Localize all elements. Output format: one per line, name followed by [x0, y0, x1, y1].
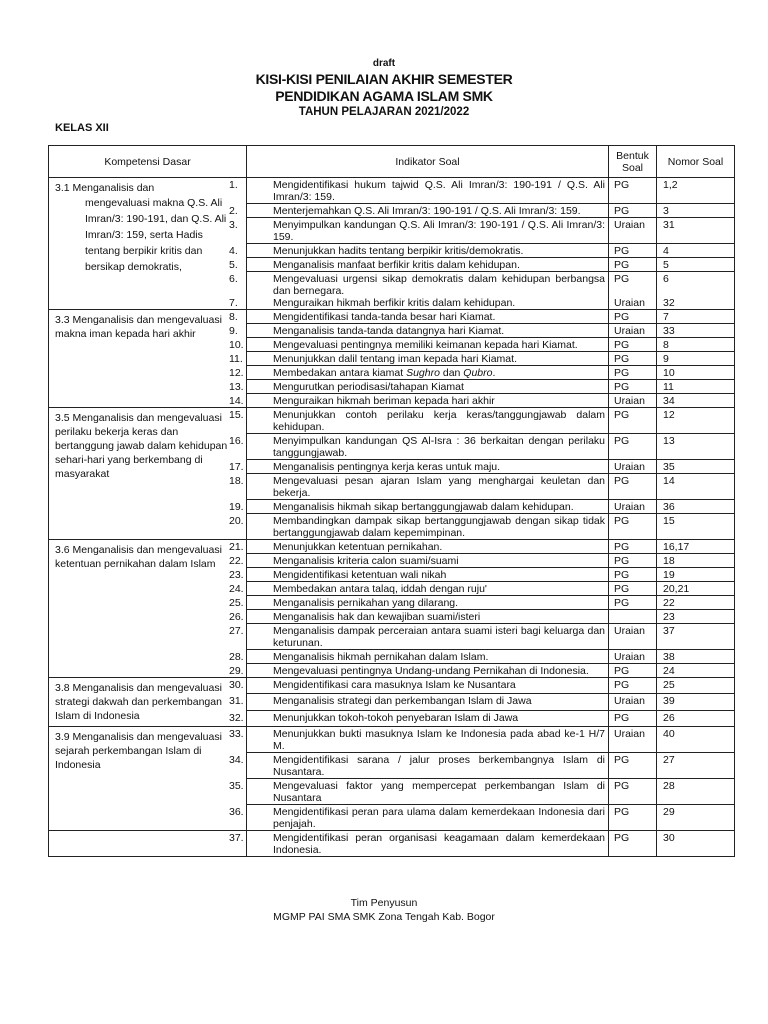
question-number: 40 — [663, 728, 675, 740]
question-number: 19 — [663, 569, 675, 581]
question-type: Uraian — [614, 651, 645, 663]
indicator-number: 27. — [229, 625, 244, 637]
question-number-cell — [657, 272, 735, 310]
competency-text-first: 3.1 Menganalisis dan — [55, 182, 155, 194]
indicator-text: Mengevaluasi urgensi sikap demokratis dalam kehidupan berbangsa dan bernegara. — [273, 273, 605, 297]
table-row — [49, 678, 735, 694]
indicator-cell — [229, 258, 609, 272]
question-type: PG — [614, 515, 630, 527]
question-number-cell — [657, 650, 735, 664]
indicator-text: Menganalisis hikmah pernikahan dalam Islam. — [273, 651, 489, 663]
question-type-cell — [609, 434, 657, 460]
indicator-cell — [229, 727, 609, 753]
question-type: Uraian — [614, 325, 645, 337]
question-number: 13 — [663, 435, 675, 447]
question-number-cell — [657, 727, 735, 753]
table-row — [49, 310, 735, 324]
indicator-text: Mengidentifikasi sarana / jalur proses berkembangnya Islam di Nusantara. — [273, 754, 605, 778]
question-number: 33 — [663, 325, 675, 337]
indicator-text: Menyimpulkan kandungan Q.S. Ali Imran/3: 190-191 / Q.S. Ali Imran/3: 159. — [273, 219, 605, 243]
indicator-text: Menunjukkan tokoh-tokoh penyebaran Islam di Jawa — [273, 711, 519, 724]
indicator-cell — [229, 753, 609, 779]
question-number-cell — [657, 805, 735, 831]
indicator-cell — [229, 540, 609, 554]
indicator-cell — [229, 582, 609, 596]
question-number-cell — [657, 310, 735, 324]
question-type: Uraian — [614, 695, 645, 708]
question-number-cell — [657, 582, 735, 596]
question-number-cell — [657, 664, 735, 678]
question-type-cell — [609, 831, 657, 857]
indicator-text: Mengevaluasi pentingnya memiliki keimanan kepada hari Kiamat. — [273, 339, 578, 351]
question-number-cell — [657, 394, 735, 408]
question-type-cell — [609, 596, 657, 610]
question-number: 11 — [663, 381, 674, 393]
question-number: 18 — [663, 555, 675, 567]
indicator-number: 16. — [229, 435, 244, 447]
indicator-text: Menganalisis hikmah sikap bertanggungjawab dalam kehidupan. — [273, 501, 574, 513]
indicator-text: Menganalisis hak dan kewajiban suami/isteri — [273, 611, 481, 623]
question-number: 29 — [663, 806, 675, 818]
question-type: PG — [614, 806, 630, 818]
question-type-cell — [609, 310, 657, 324]
question-number-cell — [657, 678, 735, 694]
question-type-cell — [609, 366, 657, 380]
indicator-number: 19. — [229, 501, 244, 513]
indicator-text: Mengevaluasi pesan ajaran Islam yang menghargai keuletan dan bekerja. — [273, 475, 605, 499]
indicator-cell — [229, 710, 609, 726]
indicator-cell — [229, 324, 609, 338]
indicator-number: 14. — [229, 395, 244, 407]
indicator-cell — [229, 474, 609, 500]
competency-cell: 3.3 Menganalisis dan mengevaluasi makna iman kepada hari akhir — [49, 310, 247, 408]
indicator-cell — [229, 610, 609, 624]
question-number-cell — [657, 380, 735, 394]
indicator-text: Menguraikan hikmah beriman kepada hari akhir — [273, 395, 495, 407]
indicator-number: 32. — [229, 711, 244, 724]
indicator-number: 12. — [229, 367, 244, 379]
question-type: PG — [614, 541, 630, 553]
question-type-cell — [609, 380, 657, 394]
indicator-number: 34. — [229, 754, 244, 766]
question-number: 7 — [663, 311, 669, 323]
indicator-number: 5. — [229, 259, 238, 271]
question-number-cell — [657, 352, 735, 366]
question-type-cell — [609, 554, 657, 568]
indicator-cell — [229, 831, 609, 857]
question-number-cell — [657, 610, 735, 624]
question-number: 30 — [663, 832, 675, 844]
question-number: 39 — [663, 695, 675, 708]
competency-cell: 3.9 Menganalisis dan mengevaluasi sejarah perkembangan Islam di Indonesia — [49, 727, 247, 831]
header-bentuk-soal: Bentuk Soal — [609, 146, 657, 178]
indicator-number: 8. — [229, 311, 238, 323]
question-number-cell — [657, 408, 735, 434]
indicator-cell — [229, 272, 609, 310]
indicator-cell — [229, 694, 609, 710]
indicator-text: Menunjukkan dalil tentang iman kepada hari Kiamat. — [273, 353, 517, 365]
question-type: Uraian — [614, 219, 645, 231]
indicator-text: Membedakan antara talaq, iddah dengan ruju' — [273, 583, 487, 595]
indicator-number: 37. — [229, 832, 244, 844]
question-number: 14 — [663, 475, 675, 487]
indicator-text: Menganalisis tanda-tanda datangnya hari Kiamat. — [273, 325, 505, 337]
question-number: 8 — [663, 339, 669, 351]
question-type-cell — [609, 540, 657, 554]
question-type-cell — [609, 624, 657, 650]
class-label: KELAS XII — [55, 122, 109, 134]
question-number: 10 — [663, 367, 675, 379]
question-type-cell — [609, 805, 657, 831]
question-type: PG — [614, 205, 630, 217]
question-type: PG — [614, 245, 630, 257]
question-type: PG — [614, 832, 630, 844]
question-number-cell — [657, 338, 735, 352]
indicator-cell — [229, 678, 609, 694]
indicator-text: Menganalisis pernikahan yang dilarang. — [273, 597, 459, 609]
indicator-cell — [229, 500, 609, 514]
indicator-text: Mengidentifikasi ketentuan wali nikah — [273, 569, 447, 581]
indicator-cell — [229, 408, 609, 434]
question-number: 34 — [663, 395, 675, 407]
question-number-cell — [657, 554, 735, 568]
table-row — [49, 540, 735, 554]
question-number: 3 — [663, 205, 669, 217]
indicator-cell — [229, 514, 609, 540]
indicator-cell — [229, 664, 609, 678]
question-type: Uraian — [614, 297, 645, 309]
indicator-number: 26. — [229, 611, 244, 623]
question-number: 5 — [663, 259, 669, 271]
question-type-cell — [609, 514, 657, 540]
question-type-cell — [609, 779, 657, 805]
question-type-cell — [609, 258, 657, 272]
question-number-cell — [657, 710, 735, 726]
indicator-cell — [229, 805, 609, 831]
question-type: Uraian — [614, 501, 645, 513]
table-row — [49, 408, 735, 434]
indicator-number: 18. — [229, 475, 244, 487]
competency-text-rest: mengevaluasi makna Q.S. Ali Imran/3: 190-191, dan Q.S. Ali Imran/3: 159, serta Hadis tentang berpikir kritis dan bersikap demokratis, — [85, 197, 227, 273]
question-type: PG — [614, 179, 630, 191]
question-type-cell — [609, 218, 657, 244]
question-number: 1,2 — [663, 179, 678, 191]
indicator-number: 35. — [229, 780, 244, 792]
question-number-cell — [657, 500, 735, 514]
question-number: 23 — [663, 611, 675, 623]
question-type: PG — [614, 435, 630, 447]
question-number: 38 — [663, 651, 675, 663]
question-type-cell — [609, 244, 657, 258]
indicator-text: Mengidentifikasi hukum tajwid Q.S. Ali Imran/3: 190-191 / Q.S. Ali Imran/3: 159. — [273, 179, 605, 203]
question-number: 24 — [663, 665, 675, 677]
document-subtitle: PENDIDIKAN AGAMA ISLAM SMK — [275, 88, 493, 104]
indicator-cell — [229, 554, 609, 568]
question-number-cell — [657, 753, 735, 779]
indicator-number: 28. — [229, 651, 244, 663]
indicator-cell — [229, 394, 609, 408]
question-number: 9 — [663, 353, 669, 365]
question-type-cell — [609, 710, 657, 726]
grid-table — [48, 145, 735, 857]
question-type-cell — [609, 460, 657, 474]
question-type-cell — [609, 610, 657, 624]
indicator-number: 20. — [229, 515, 244, 527]
document-title: KISI-KISI PENILAIAN AKHIR SEMESTER — [255, 71, 513, 87]
indicator-text: Menunjukkan ketentuan pernikahan. — [273, 541, 443, 553]
indicator-number: 24. — [229, 583, 244, 595]
question-type: PG — [614, 597, 630, 609]
question-type-cell — [609, 727, 657, 753]
table-row — [49, 831, 735, 857]
question-number: 16,17 — [663, 541, 690, 553]
indicator-number: 31. — [229, 695, 244, 708]
indicator-number: 15. — [229, 409, 244, 421]
question-number: 32 — [663, 297, 675, 309]
question-number-cell — [657, 244, 735, 258]
indicator-text: Menunjukkan contoh perilaku kerja keras/tanggungjawab dalam kehidupan. — [273, 409, 605, 433]
question-number-cell — [657, 694, 735, 710]
question-type: PG — [614, 311, 630, 323]
indicator-cell — [229, 204, 609, 218]
question-type-cell — [609, 338, 657, 352]
question-number: 4 — [663, 245, 669, 257]
indicator-text: Menyimpulkan kandungan QS Al-Isra : 36 berkaitan dengan perilaku tanggungjawab. — [273, 435, 605, 459]
indicator-cell — [229, 178, 609, 204]
indicator-text: Menganalisis strategi dan perkembangan Islam di Jawa — [273, 695, 532, 708]
competency-cell — [49, 831, 247, 857]
indicator-text: Menganalisis kriteria calon suami/suami — [273, 555, 459, 567]
indicator-cell — [229, 434, 609, 460]
indicator-text: Menganalisis dampak perceraian antara suami isteri bagi keluarga dan keturunan. — [273, 625, 605, 649]
question-type-cell — [609, 408, 657, 434]
indicator-text: Mengevaluasi pentingnya Undang-undang Pernikahan di Indonesia. — [273, 665, 589, 677]
footer-organization: MGMP PAI SMA SMK Zona Tengah Kab. Bogor — [273, 911, 495, 923]
table-row — [49, 178, 735, 204]
question-number-cell — [657, 596, 735, 610]
indicator-cell — [229, 779, 609, 805]
question-number-cell — [657, 831, 735, 857]
question-type: Uraian — [614, 625, 645, 637]
question-type: PG — [614, 780, 630, 792]
question-number-cell — [657, 324, 735, 338]
question-type: PG — [614, 665, 630, 677]
question-type-cell — [609, 650, 657, 664]
question-type-cell — [609, 753, 657, 779]
question-type: PG — [614, 569, 630, 581]
question-type: PG — [614, 555, 630, 567]
question-type: Uraian — [614, 395, 645, 407]
indicator-text: Menunjukkan hadits tentang berpikir kritis/demokratis. — [273, 245, 524, 257]
indicator-number: 3. — [229, 219, 238, 231]
indicator-cell — [229, 338, 609, 352]
indicator-number: 30. — [229, 679, 244, 691]
question-number-cell — [657, 540, 735, 554]
indicator-text: Menganalisis pentingnya kerja keras untuk maju. — [273, 461, 501, 473]
question-type-cell — [609, 324, 657, 338]
competency-cell — [49, 178, 247, 310]
question-number: 37 — [663, 625, 675, 637]
indicator-number: 33. — [229, 728, 244, 740]
question-type: PG — [614, 353, 630, 365]
indicator-text: Mengidentifikasi peran organisasi keagamaan dalam kemerdekaan Indonesia. — [273, 832, 605, 856]
academic-year: TAHUN PELAJARAN 2021/2022 — [298, 106, 470, 118]
indicator-cell — [229, 352, 609, 366]
indicator-cell — [229, 244, 609, 258]
indicator-number: 1. — [229, 179, 238, 191]
indicator-text: Menguraikan hikmah berfikir kritis dalam kehidupan. — [273, 297, 516, 309]
question-type: PG — [614, 754, 630, 766]
indicator-number: 6. — [229, 273, 238, 285]
competency-cell: 3.8 Menganalisis dan mengevaluasi strategi dakwah dan perkembangan Islam di Indonesia — [49, 678, 247, 727]
indicator-text: Mengurutkan periodisasi/tahapan Kiamat — [273, 381, 464, 393]
indicator-number: 10. — [229, 339, 244, 351]
question-type-cell — [609, 394, 657, 408]
indicator-number: 23. — [229, 569, 244, 581]
indicator-number: 2. — [229, 205, 238, 217]
question-type-cell — [609, 204, 657, 218]
indicator-text: Mengidentifikasi tanda-tanda besar hari Kiamat. — [273, 311, 496, 323]
indicator-cell — [229, 366, 609, 380]
question-type-cell — [609, 568, 657, 582]
question-number: 20,21 — [663, 583, 690, 595]
indicator-number: 29. — [229, 665, 244, 677]
question-number-cell — [657, 568, 735, 582]
footer-team: Tim Penyusun — [350, 897, 418, 909]
question-number-cell — [657, 779, 735, 805]
indicator-cell — [229, 218, 609, 244]
indicator-text: Mengidentifikasi peran para ulama dalam kemerdekaan Indonesia dari penjajah. — [273, 806, 605, 830]
draft-label: draft — [372, 58, 396, 69]
question-type-cell — [609, 474, 657, 500]
indicator-text: Membedakan antara kiamat Sughro dan Qubro. — [273, 367, 496, 379]
question-number-cell — [657, 204, 735, 218]
question-number: 12 — [663, 409, 675, 421]
question-number-cell — [657, 514, 735, 540]
question-number: 15 — [663, 515, 675, 527]
indicator-number: 9. — [229, 325, 238, 337]
question-number-cell — [657, 258, 735, 272]
question-type-cell — [609, 582, 657, 596]
question-type: PG — [614, 583, 630, 595]
indicator-cell — [229, 650, 609, 664]
question-type-cell — [609, 678, 657, 694]
indicator-number: 36. — [229, 806, 244, 818]
indicator-number: 22. — [229, 555, 244, 567]
indicator-cell — [229, 624, 609, 650]
question-number: 6 — [663, 273, 669, 285]
question-type-cell — [609, 664, 657, 678]
question-number: 26 — [663, 711, 675, 724]
header-indikator-soal: Indikator Soal — [247, 146, 609, 178]
question-type-cell — [609, 500, 657, 514]
question-type: PG — [614, 711, 630, 724]
question-type: PG — [614, 273, 630, 285]
question-type: PG — [614, 409, 630, 421]
question-type: PG — [614, 475, 630, 487]
indicator-text: Mengevaluasi faktor yang mempercepat perkembangan Islam di Nusantara — [273, 780, 605, 804]
indicator-text: Mengidentifikasi cara masuknya Islam ke Nusantara — [273, 679, 516, 691]
competency-cell: 3.6 Menganalisis dan mengevaluasi ketentuan pernikahan dalam Islam — [49, 540, 247, 678]
question-number: 35 — [663, 461, 675, 473]
indicator-number: 4. — [229, 245, 238, 257]
indicator-cell — [229, 596, 609, 610]
question-type-cell — [609, 272, 657, 310]
question-number: 36 — [663, 501, 675, 513]
indicator-number: 17. — [229, 461, 244, 473]
question-number: 27 — [663, 754, 675, 766]
table-row — [49, 727, 735, 753]
indicator-cell — [229, 460, 609, 474]
question-number-cell — [657, 218, 735, 244]
question-number: 28 — [663, 780, 675, 792]
table-header-row — [49, 146, 735, 178]
indicator-cell — [229, 310, 609, 324]
question-type: PG — [614, 367, 630, 379]
question-type: Uraian — [614, 461, 645, 473]
question-number-cell — [657, 366, 735, 380]
indicator-text: Menterjemahkan Q.S. Ali Imran/3: 190-191 / Q.S. Ali Imran/3: 159. — [273, 205, 581, 217]
question-type: PG — [614, 679, 630, 691]
question-number-cell — [657, 624, 735, 650]
indicator-number: 13. — [229, 381, 244, 393]
question-number-cell — [657, 474, 735, 500]
indicator-number: 21. — [229, 541, 244, 553]
question-number-cell — [657, 434, 735, 460]
question-type-cell — [609, 694, 657, 710]
question-type: PG — [614, 339, 630, 351]
question-type-cell — [609, 178, 657, 204]
indicator-number: 11. — [229, 353, 243, 365]
indicator-number: 7. — [229, 297, 238, 309]
question-number: 25 — [663, 679, 675, 691]
indicator-cell — [229, 380, 609, 394]
question-number-cell — [657, 178, 735, 204]
question-type-cell — [609, 352, 657, 366]
competency-cell: 3.5 Menganalisis dan mengevaluasi perilaku bekerja keras dan bertanggung jawab dalam kehidupan sehari-hari yang berkembang di masyarakat — [49, 408, 247, 540]
indicator-text: Membandingkan dampak sikap bertanggungjawab dengan sikap tidak bertanggungjawab dalam kepemimpinan. — [273, 515, 605, 539]
indicator-number: 25. — [229, 597, 244, 609]
indicator-text: Menunjukkan bukti masuknya Islam ke Indonesia pada abad ke-1 H/7 M. — [273, 728, 605, 752]
question-number: 31 — [663, 219, 675, 231]
question-number: 22 — [663, 597, 675, 609]
indicator-text: Menganalisis manfaat berfikir kritis dalam kehidupan. — [273, 259, 520, 271]
indicator-cell — [229, 568, 609, 582]
header-kompetensi-dasar: Kompetensi Dasar — [49, 146, 247, 178]
question-type: PG — [614, 381, 630, 393]
question-number-cell — [657, 460, 735, 474]
header-nomor-soal: Nomor Soal — [657, 146, 735, 178]
question-type: PG — [614, 259, 630, 271]
question-type: Uraian — [614, 728, 645, 740]
